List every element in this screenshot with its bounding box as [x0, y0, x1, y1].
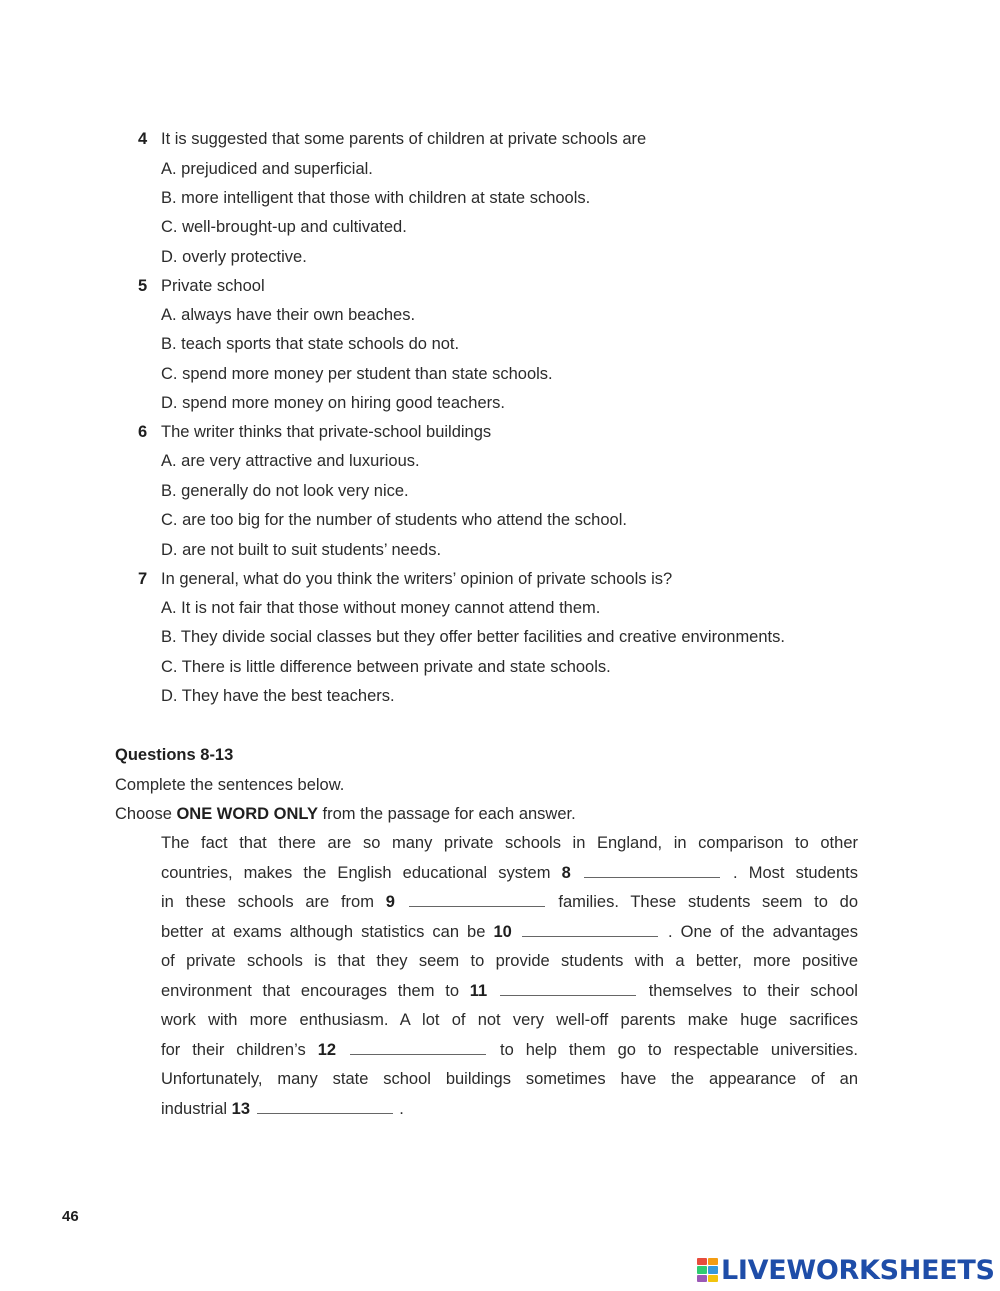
question-4 [138, 130, 646, 149]
answer-blank-11[interactable] [500, 977, 636, 996]
blank-number-12: 12 [317, 1040, 337, 1059]
option-5d: D. spend more money on hiring good teachers. [161, 394, 505, 412]
brand-name: LIVEWORKSHEETS [721, 1254, 995, 1286]
question-text: The writer thinks that private-school buildings [161, 423, 492, 441]
instruction-complete: Complete the sentences below. [115, 776, 345, 794]
option-4d: D. overly protective. [161, 248, 307, 266]
option-7c: C. There is little difference between private and state schools. [161, 658, 611, 676]
question-text: In general, what do you think the writers’ opinion of private schools is? [161, 570, 673, 588]
section-title: Questions 8-13 [115, 746, 234, 764]
passage-line: environment that encourages them to 11 themselves to their school [161, 977, 858, 1007]
question-number: 6 [138, 423, 148, 441]
passage-line: of private schools is that they seem to provide students with a better, more positive [161, 952, 858, 970]
option-7a: A. It is not fair that those without money cannot attend them. [161, 599, 601, 617]
option-4c: C. well-brought-up and cultivated. [161, 218, 407, 236]
option-7b: B. They divide social classes but they offer better facilities and creative environments. [161, 628, 785, 646]
passage-line: countries, makes the English educational system 8 . Most students [161, 859, 858, 889]
option-7d: D. They have the best teachers. [161, 687, 395, 705]
blank-number-10: 10 [493, 922, 512, 941]
passage-line: The fact that there are so many private schools in England, in comparison to other [161, 834, 858, 852]
question-number: 4 [138, 130, 148, 148]
liveworksheets-logo-icon [697, 1258, 718, 1282]
option-5c: C. spend more money per student than state schools. [161, 365, 553, 383]
question-number: 5 [138, 277, 148, 295]
passage-line: Unfortunately, many state school buildings sometimes have the appearance of an [161, 1070, 858, 1088]
option-6d: D. are not built to suit students’ needs. [161, 541, 442, 559]
blank-number-8: 8 [561, 863, 571, 882]
blank-number-13: 13 [231, 1099, 250, 1118]
passage-line: work with more enthusiasm. A lot of not very well-off parents make huge sacrifices [161, 1011, 858, 1029]
passage-line: industrial 13 . [161, 1095, 858, 1125]
passage-line: for their children’s 12 to help them go to respectable universities. [161, 1036, 858, 1066]
blank-number-11: 11 [469, 981, 488, 1000]
answer-blank-8[interactable] [584, 859, 720, 878]
answer-blank-13[interactable] [257, 1095, 393, 1114]
question-6 [138, 423, 491, 442]
answer-blank-9[interactable] [409, 888, 545, 907]
question-text: Private school [161, 277, 265, 295]
option-5a: A. always have their own beaches. [161, 306, 416, 324]
question-text: It is suggested that some parents of children at private schools are [161, 130, 647, 148]
passage-line: better at exams although statistics can be 10 . One of the advantages [161, 918, 858, 948]
question-5 [138, 277, 265, 296]
question-7 [138, 570, 672, 589]
option-6b: B. generally do not look very nice. [161, 482, 409, 500]
page-number: 46 [62, 1208, 79, 1225]
passage-line: in these schools are from 9 families. These students seem to do [161, 888, 858, 918]
option-4b: B. more intelligent that those with children at state schools. [161, 189, 591, 207]
answer-blank-12[interactable] [350, 1036, 486, 1055]
option-4a: A. prejudiced and superficial. [161, 160, 373, 178]
passage [161, 829, 858, 1124]
liveworksheets-brand [697, 1256, 995, 1284]
answer-blank-10[interactable] [522, 918, 658, 937]
option-5b: B. teach sports that state schools do not. [161, 335, 460, 353]
blank-number-9: 9 [385, 893, 395, 911]
option-6c: C. are too big for the number of students who attend the school. [161, 511, 627, 529]
instruction-choose: Choose ONE WORD ONLY from the passage for each answer. [115, 805, 576, 823]
question-number: 7 [138, 570, 148, 588]
option-6a: A. are very attractive and luxurious. [161, 452, 420, 470]
